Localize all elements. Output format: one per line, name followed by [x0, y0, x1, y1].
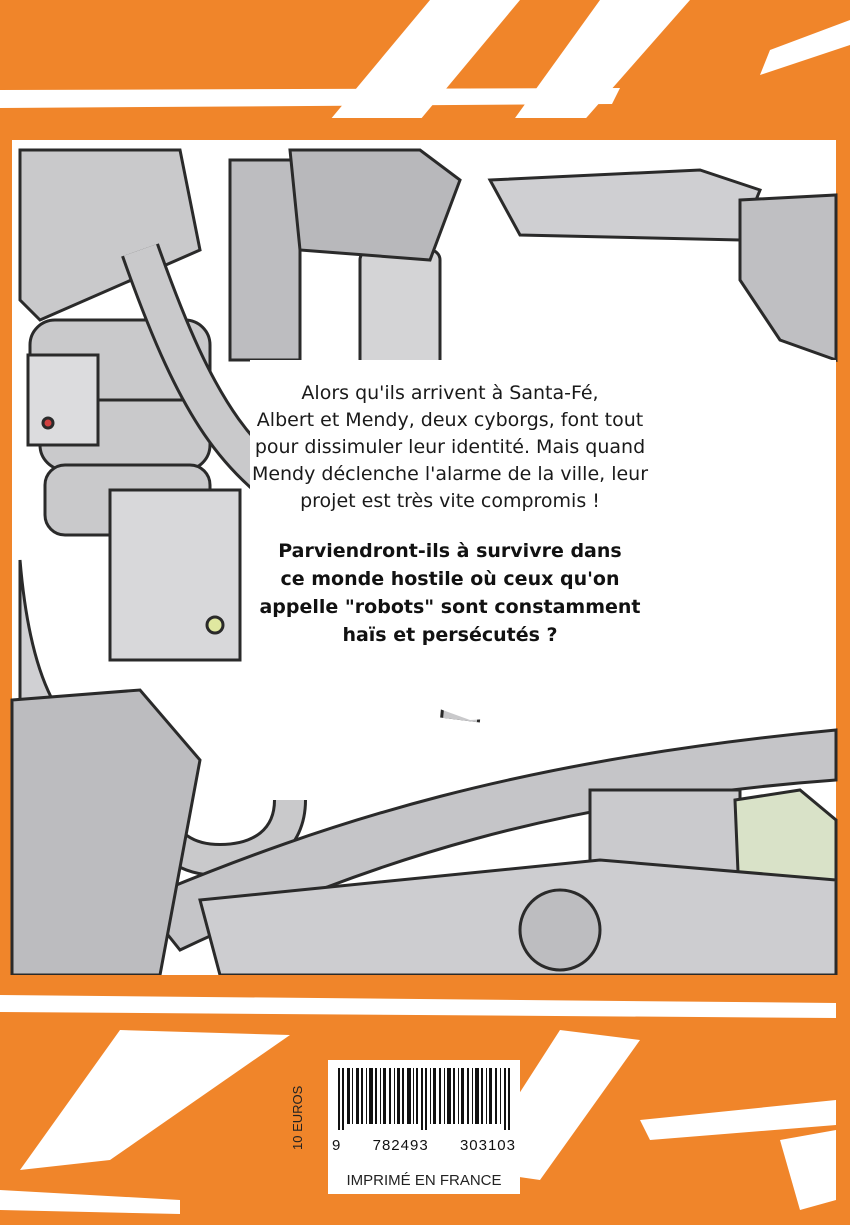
left-orange-edge: [0, 118, 12, 1008]
top-orange-strip: [0, 118, 850, 140]
synopsis-line: Alors qu'ils arrivent à Santa-Fé,: [301, 382, 599, 404]
barcode-digits: [328, 1137, 520, 1154]
tagline: [230, 537, 670, 649]
barcode: [328, 1060, 520, 1168]
barcode-bars: [336, 1068, 512, 1130]
barcode-group-two: 303103: [459, 1137, 516, 1154]
price-label: 10 EUROS: [290, 1085, 305, 1150]
printed-in-label: IMPRIMÉ EN FRANCE: [328, 1168, 520, 1194]
synopsis-line: Albert et Mendy, deux cyborgs, font tout: [256, 409, 644, 431]
barcode-first-digit: 9: [332, 1137, 342, 1154]
tagline-line: appelle "robots" sont constamment: [259, 596, 641, 618]
synopsis-line: Mendy déclenche l'alarme de la ville, leur: [251, 463, 649, 485]
synopsis-line: projet est très vite compromis !: [300, 490, 600, 512]
barcode-group-one: 782493: [372, 1137, 429, 1154]
tagline-line: haïs et persécutés ?: [342, 624, 558, 646]
right-orange-edge: [836, 118, 850, 1008]
tagline-line: Parviendront-ils à survivre dans: [278, 540, 622, 562]
tagline-line: ce monde hostile où ceux qu'on: [280, 568, 620, 590]
synopsis-line: pour dissimuler leur identité. Mais quand: [254, 436, 646, 458]
synopsis: [240, 380, 660, 515]
